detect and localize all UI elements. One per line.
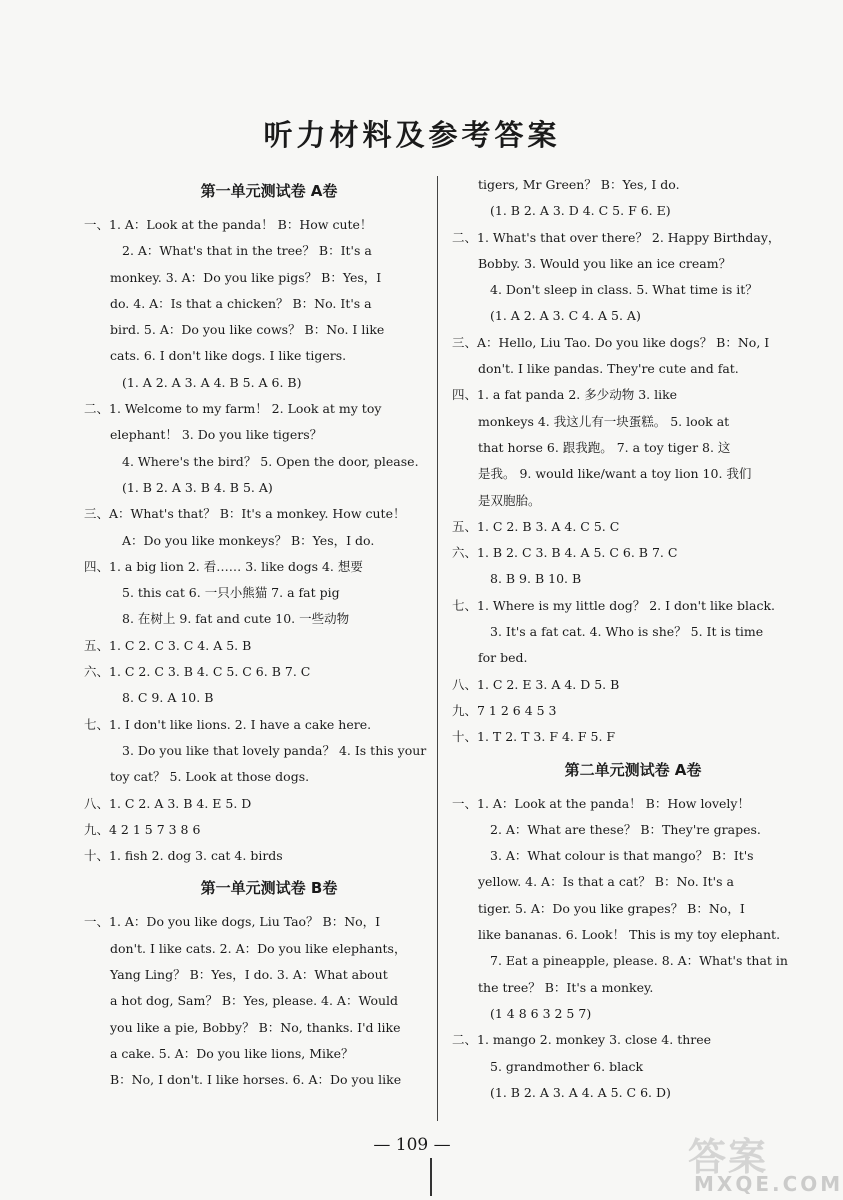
answer-line: (1. B 2. A 3. A 4. A 5. C 6. D) <box>490 1084 671 1100</box>
answer-line: for bed. <box>478 650 528 666</box>
answer-line: 七、1. Where is my little dog？ 2. I don't like black. <box>452 597 775 613</box>
answer-line: 二、1. mango 2. monkey 3. close 4. three <box>452 1032 712 1048</box>
section-title: 第二单元测试卷 A卷 <box>564 760 702 779</box>
answer-line: 十、1. fish 2. dog 3. cat 4. birds <box>84 848 283 864</box>
left-column <box>84 172 428 1094</box>
answer-line: cats. 6. I don't like dogs. I like tigers. <box>110 348 347 364</box>
answer-line: 八、1. C 2. E 3. A 4. D 5. B <box>452 676 620 692</box>
answer-line: 一、1. A：Look at the panda！ B：How lovely！ <box>452 795 750 811</box>
answer-line: 十、1. T 2. T 3. F 4. F 5. F <box>452 729 616 745</box>
answer-line: 一、1. A：Do you like dogs, Liu Tao？ B：No，I <box>84 914 381 930</box>
answer-line: 八、1. C 2. A 3. B 4. E 5. D <box>84 795 252 811</box>
answer-line: A：Do you like monkeys？ B：Yes，I do. <box>122 532 375 548</box>
answer-line: 3. A：What colour is that mango？ B：It's <box>490 848 754 864</box>
answer-line: (1. A 2. A 3. C 4. A 5. A) <box>490 308 641 324</box>
answer-line: don't. I like pandas. They're cute and fat. <box>478 361 739 377</box>
answer-line: 七、1. I don't like lions. 2. I have a cake here. <box>84 716 372 732</box>
answer-line: you like a pie, Bobby？ B：No, thanks. I'd like <box>110 1019 401 1035</box>
answer-line: 一、1. A：Look at the panda！ B：How cute！ <box>84 217 373 232</box>
page-number: — 109 — <box>373 1135 451 1155</box>
answer-line: tiger. 5. A：Do you like grapes？ B：No，I <box>478 900 745 916</box>
answer-line: elephant！ 3. Do you like tigers？ <box>110 427 323 443</box>
answer-line: 三、A：Hello, Liu Tao. Do you like dogs？ B：No, I <box>452 334 770 350</box>
answer-line: monkey. 3. A：Do you like pigs？ B：Yes，I <box>110 269 382 285</box>
answer-line: 四、1. a big lion 2. 看…… 3. like dogs 4. 想要 <box>84 558 363 574</box>
answer-line: 4. Don't sleep in class. 5. What time is it？ <box>490 282 758 298</box>
answer-line: 7. Eat a pineapple, please. 8. A：What's that in <box>490 953 788 969</box>
answer-line: 2. A：What's that in the tree？ B：It's a <box>122 243 372 259</box>
answer-line: (1 4 8 6 3 2 5 7) <box>490 1005 592 1021</box>
answer-line: 二、1. Welcome to my farm！ 2. Look at my toy <box>84 401 382 417</box>
answer-line: (1. A 2. A 3. A 4. B 5. A 6. B) <box>122 374 302 390</box>
answer-line: 3. It's a fat cat. 4. Who is she？ 5. It is time <box>490 624 764 640</box>
watermark-bottom: MXQE.COM <box>694 1172 843 1196</box>
watermark-logo <box>688 1126 843 1196</box>
answer-line: tigers, Mr Green？ B：Yes, I do. <box>478 177 680 192</box>
answer-line: like bananas. 6. Look！ This is my toy elephant. <box>478 927 781 943</box>
answer-line: 5. grandmother 6. black <box>490 1058 644 1074</box>
section-title: 第一单元测试卷 A卷 <box>200 182 338 200</box>
answer-line: 五、1. C 2. C 3. C 4. A 5. B <box>84 637 252 653</box>
answer-line: monkeys 4. 我这儿有一块蛋糕。 5. look at <box>478 413 730 429</box>
answer-line: yellow. 4. A：Is that a cat？ B：No. It's a <box>478 874 734 890</box>
answer-line: bird. 5. A：Do you like cows？ B：No. I like <box>110 322 385 338</box>
answer-line: B：No, I don't. I like horses. 6. A：Do you like <box>110 1072 402 1088</box>
answer-line: Bobby. 3. Would you like an ice cream？ <box>478 255 732 271</box>
answer-line: 4. Where's the bird？ 5. Open the door, please. <box>122 453 419 469</box>
answer-line: 九、4 2 1 5 7 3 8 6 <box>84 821 201 837</box>
answer-line: 是双胞胎。 <box>478 492 541 508</box>
answer-line: 九、7 1 2 6 4 5 3 <box>452 702 557 718</box>
answer-line: Yang Ling？ B：Yes，I do. 3. A：What about <box>110 967 388 983</box>
section-title: 第一单元测试卷 B卷 <box>200 879 338 898</box>
answer-line: 2. A：What are these？ B：They're grapes. <box>490 821 761 837</box>
answer-line: 8. B 9. B 10. B <box>490 571 582 587</box>
column-divider <box>437 176 438 1121</box>
answer-line: 六、1. B 2. C 3. B 4. A 5. C 6. B 7. C <box>452 545 678 561</box>
answer-line: (1. B 2. A 3. D 4. C 5. F 6. E) <box>490 203 671 219</box>
answer-line: 5. this cat 6. 一只小熊猫 7. a fat pig <box>122 585 340 601</box>
page-title: 听力材料及参考答案 <box>263 118 561 152</box>
answer-line: 三、A：What's that？ B：It's a monkey. How cute！ <box>84 506 406 522</box>
answer-line: toy cat？ 5. Look at those dogs. <box>110 769 310 785</box>
answer-line: the tree？ B：It's a monkey. <box>478 979 654 995</box>
answer-line: 8. 在树上 9. fat and cute 10. 一些动物 <box>122 611 350 627</box>
answer-line: 是我。 9. would like/want a toy lion 10. 我们 <box>478 466 752 482</box>
answer-line: 3. Do you like that lovely panda？ 4. Is this your <box>122 742 427 758</box>
answer-line: 五、1. C 2. B 3. A 4. C 5. C <box>452 518 620 534</box>
answer-line: 四、1. a fat panda 2. 多少动物 3. like <box>452 387 678 403</box>
answer-line: that horse 6. 跟我跑。 7. a toy tiger 8. 这 <box>478 439 731 455</box>
binding-line <box>430 1158 432 1196</box>
answer-line: 8. C 9. A 10. B <box>122 690 214 706</box>
answer-line: (1. B 2. A 3. B 4. B 5. A) <box>122 479 273 495</box>
answer-line: 六、1. C 2. C 3. B 4. C 5. C 6. B 7. C <box>84 664 311 680</box>
answer-line: do. 4. A：Is that a chicken？ B：No. It's a <box>110 295 372 311</box>
right-column <box>452 172 788 1106</box>
watermark-top: 答案 <box>688 1135 769 1179</box>
answer-line: a cake. 5. A：Do you like lions, Mike？ <box>110 1045 354 1061</box>
answer-line: don't. I like cats. 2. A：Do you like elephants， <box>110 940 407 956</box>
answer-line: 二、1. What's that over there？ 2. Happy Birthday， <box>452 229 781 245</box>
answer-line: a hot dog, Sam？ B：Yes, please. 4. A：Would <box>110 993 399 1009</box>
